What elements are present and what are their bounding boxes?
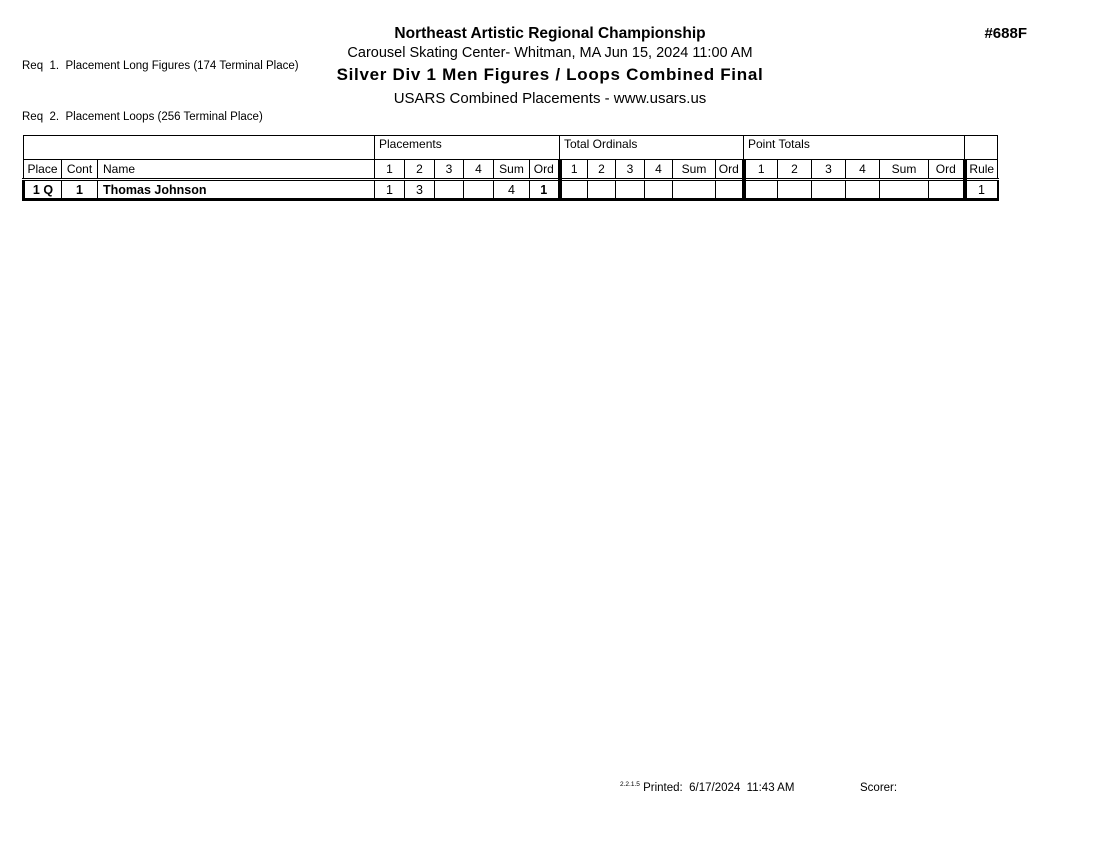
req-line-1: Req 1. Placement Long Figures (174 Terminal Place) (22, 60, 299, 72)
cell-points-4 (846, 180, 880, 200)
col-header-points-ord: Ord (929, 160, 965, 180)
cell-placements-2: 3 (405, 180, 435, 200)
col-header-place: Place (24, 160, 62, 180)
req-line-2: Req 2. Placement Loops (256 Terminal Place) (22, 111, 263, 123)
col-header-ordinals-1: 1 (560, 160, 588, 180)
group-spacer-right (965, 136, 998, 160)
col-header-ordinals-3: 3 (616, 160, 645, 180)
col-header-points-2: 2 (778, 160, 812, 180)
version-superscript: 2.2.1.5 (620, 781, 640, 788)
scorer-label: Scorer: (860, 782, 898, 794)
cell-skater-name: Thomas Johnson (98, 180, 375, 200)
group-header-total-ordinals: Total Ordinals (560, 136, 744, 160)
col-header-placements-3: 3 (435, 160, 464, 180)
results-table (22, 135, 999, 201)
printed-line (620, 781, 794, 794)
col-header-placements-sum: Sum (494, 160, 530, 180)
cell-ordinals-ord (716, 180, 744, 200)
col-header-points-3: 3 (812, 160, 846, 180)
printed-label: Printed: (643, 782, 683, 794)
col-header-ordinals-2: 2 (588, 160, 616, 180)
printed-value: 6/17/2024 11:43 AM (689, 782, 795, 794)
col-header-ordinals-sum: Sum (673, 160, 716, 180)
cell-points-1 (744, 180, 778, 200)
cell-ordinals-1 (560, 180, 588, 200)
col-header-rule: Rule (965, 160, 998, 180)
cell-points-3 (812, 180, 846, 200)
col-header-placements-1: 1 (375, 160, 405, 180)
col-header-ordinals-4: 4 (645, 160, 673, 180)
event-number: #688F (984, 25, 1027, 42)
group-header-point-totals: Point Totals (744, 136, 965, 160)
cell-placements-3 (435, 180, 464, 200)
cell-cont: 1 (62, 180, 98, 200)
group-header-placements: Placements (375, 136, 560, 160)
cell-placements-4 (464, 180, 494, 200)
cell-ordinals-3 (616, 180, 645, 200)
col-header-points-1: 1 (744, 160, 778, 180)
col-header-points-sum: Sum (880, 160, 929, 180)
usars-subtitle: USARS Combined Placements - www.usars.us (393, 90, 707, 107)
skater-result-row (24, 180, 998, 200)
cell-rule: 1 (965, 180, 998, 200)
championship-title: Northeast Artistic Regional Championship (394, 25, 706, 42)
group-spacer-left (24, 136, 375, 160)
cell-ordinals-4 (645, 180, 673, 200)
col-header-placements-ord: Ord (530, 160, 560, 180)
cell-ordinals-sum (673, 180, 716, 200)
event-title: Silver Div 1 Men Figures / Loops Combined Final (336, 65, 764, 84)
venue-date-line: Carousel Skating Center- Whitman, MA Jun 15, 2024 11:00 AM (347, 45, 753, 61)
cell-points-2 (778, 180, 812, 200)
col-header-placements-4: 4 (464, 160, 494, 180)
col-header-name: Name (98, 160, 375, 180)
cell-placements-sum: 4 (494, 180, 530, 200)
col-header-points-4: 4 (846, 160, 880, 180)
cell-ordinals-2 (588, 180, 616, 200)
col-header-ordinals-ord: Ord (716, 160, 744, 180)
cell-placements-ord: 1 (530, 180, 560, 200)
col-header-cont: Cont (62, 160, 98, 180)
group-header-row (24, 136, 998, 160)
cell-points-sum (880, 180, 929, 200)
column-header-row (24, 160, 998, 180)
header-block (0, 24, 1100, 111)
cell-placements-1: 1 (375, 180, 405, 200)
cell-points-ord (929, 180, 965, 200)
col-header-placements-2: 2 (405, 160, 435, 180)
cell-place: 1 Q (24, 180, 62, 200)
